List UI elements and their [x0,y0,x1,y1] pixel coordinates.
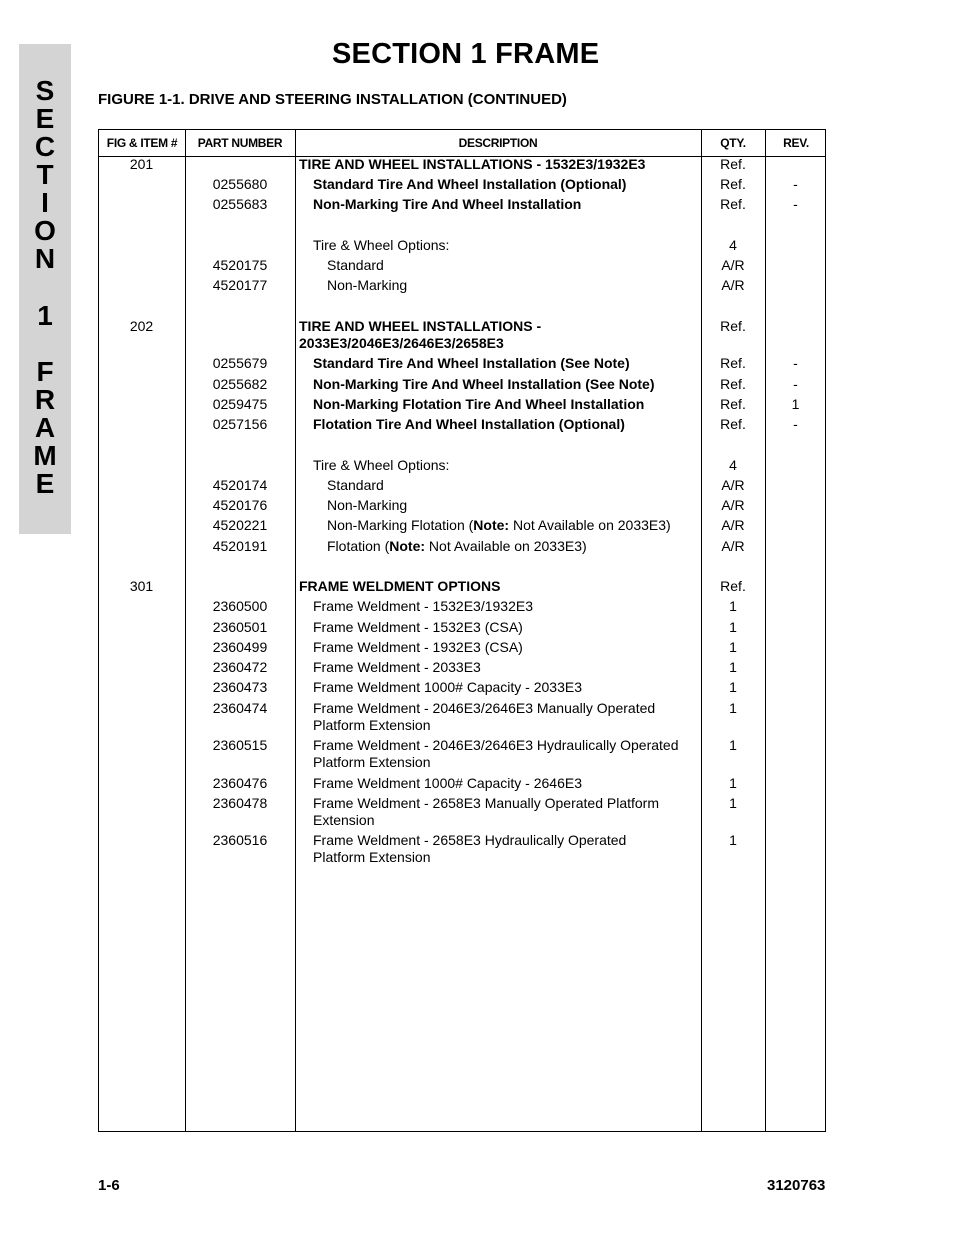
quantity-cell: Ref. [720,396,746,412]
note-label: Note: [389,538,426,554]
description-text: Flotation ( [327,538,390,554]
description-text: Frame Weldment - 2033E3 [313,659,481,675]
description-cell [295,457,713,474]
quantity-cell: 1 [729,795,737,811]
side-tab-letter: F [36,356,54,387]
description-cell [295,737,713,771]
description-text-continued: 2033E3/2046E3/2646E3/2658E3 [299,335,504,351]
description-cell [295,355,713,372]
description-text: Non-Marking [327,277,408,293]
description-cell [295,578,699,595]
description-text: Frame Weldment - 1532E3/1932E3 [313,598,533,614]
side-tab-letter: E [35,468,55,499]
side-tab-letter: T [36,159,54,190]
part-number-cell: 2360500 [212,598,268,614]
quantity-cell: Ref. [720,176,746,192]
description-text: Frame Weldment - 2658E3 Manually Operated Platform [313,795,660,811]
part-number-cell: 2360474 [212,700,268,716]
part-number-cell: 0255682 [212,376,268,392]
description-cell [295,795,713,829]
description-cell [295,619,713,636]
part-number-cell: 2360516 [212,832,268,848]
description-cell [295,497,727,514]
revision-cell: - [793,376,798,392]
description-cell [295,700,713,734]
description-text: Tire & Wheel Options: [313,457,450,473]
fig-item-cell: 201 [129,156,154,172]
quantity-cell: Ref. [720,355,746,371]
description-cell [295,659,713,676]
quantity-cell: 1 [729,659,737,675]
description-text: Frame Weldment - 2658E3 Hydraulically Operated [313,832,627,848]
fig-item-cell: 301 [129,578,154,594]
side-tab-letter: C [34,131,56,162]
column-header-qty: QTY. [720,136,746,150]
side-tab-letter: E [35,103,55,134]
description-cell [295,679,713,696]
description-cell [295,376,713,393]
part-number-cell: 0255683 [212,196,268,212]
description-cell [295,176,713,193]
quantity-cell: 1 [729,737,737,753]
revision-cell: 1 [791,396,800,412]
description-cell [295,639,713,656]
description-text: Frame Weldment 1000# Capacity - 2033E3 [313,679,582,695]
page-number: 1-6 [98,1177,120,1194]
part-number-cell: 4520221 [212,517,268,533]
quantity-cell: 1 [729,639,737,655]
quantity-cell: Ref. [720,416,746,432]
side-tab-letter: M [33,440,57,471]
quantity-cell: Ref. [720,318,746,334]
description-cell [295,257,727,274]
quantity-cell: 4 [729,457,737,473]
quantity-cell: A/R [721,517,745,533]
part-number-cell: 4520191 [212,538,268,554]
description-cell [295,775,713,792]
description-cell [295,477,727,494]
description-text: TIRE AND WHEEL INSTALLATIONS - [299,318,542,334]
revision-cell: - [793,416,798,432]
description-text-continued: Platform Extension [313,717,431,733]
description-text: FRAME WELDMENT OPTIONS [299,578,501,594]
revision-cell: - [793,355,798,371]
description-text: Non-Marking Flotation ( [327,517,474,533]
description-text: Frame Weldment 1000# Capacity - 2646E3 [313,775,582,791]
quantity-cell: 1 [729,832,737,848]
column-header-description: DESCRIPTION [458,136,538,150]
column-header-fig: FIG & ITEM # [106,136,178,150]
description-cell [295,196,713,213]
description-text: TIRE AND WHEEL INSTALLATIONS - 1532E3/1932E3 [299,156,646,172]
description-cell [295,517,727,534]
quantity-cell: 1 [729,598,737,614]
description-text: Flotation Tire And Wheel Installation (Optional) [313,416,625,432]
part-number-cell: 4520177 [212,277,268,293]
part-number-cell: 0257156 [212,416,268,432]
description-cell [295,156,699,173]
part-number-cell: 2360472 [212,659,268,675]
part-number-cell: 0255679 [212,355,268,371]
quantity-cell: A/R [721,477,745,493]
quantity-cell: A/R [721,257,745,273]
quantity-cell: 1 [729,775,737,791]
description-cell [295,538,727,555]
description-text-continued: Platform Extension [313,754,431,770]
description-text: Frame Weldment - 1932E3 (CSA) [313,639,523,655]
description-text: Non-Marking [327,497,408,513]
part-number-cell: 4520174 [212,477,268,493]
note-label: Note: [473,517,510,533]
quantity-cell: Ref. [720,376,746,392]
description-text: Frame Weldment - 2046E3/2646E3 Manually Operated [313,700,656,716]
part-number-cell: 2360515 [212,737,268,753]
description-text: Standard [327,257,384,273]
description-text: Non-Marking Tire And Wheel Installation [313,196,582,212]
part-number-cell: 2360501 [212,619,268,635]
description-cell [295,832,713,866]
description-cell [295,396,713,413]
description-text: Tire & Wheel Options: [313,237,450,253]
quantity-cell: Ref. [720,578,746,594]
revision-cell: - [793,176,798,192]
section-side-tab [19,44,71,534]
quantity-cell: A/R [721,277,745,293]
part-number-cell: 2360499 [212,639,268,655]
quantity-cell: 1 [729,679,737,695]
description-text: Non-Marking Flotation Tire And Wheel Installation [313,396,645,412]
quantity-cell: A/R [721,538,745,554]
part-number-cell: 4520176 [212,497,268,513]
description-cell [295,416,713,433]
description-cell [295,318,699,352]
part-number-cell: 2360478 [212,795,268,811]
description-cell [295,598,713,615]
side-tab-letter: A [34,412,56,443]
revision-cell: - [793,196,798,212]
fig-item-cell: 202 [129,318,154,334]
column-divider [765,130,766,1131]
part-number-cell: 2360476 [212,775,268,791]
side-tab-letter: R [34,384,56,415]
part-number-cell: 4520175 [212,257,268,273]
description-text: Standard Tire And Wheel Installation (See Note) [313,355,630,371]
page-title: SECTION 1 FRAME [332,38,600,70]
quantity-cell: 4 [729,237,737,253]
column-header-part: PART NUMBER [197,136,283,150]
quantity-cell: A/R [721,497,745,513]
description-text: Standard Tire And Wheel Installation (Optional) [313,176,627,192]
figure-title: FIGURE 1-1. DRIVE AND STEERING INSTALLATION (CONTINUED) [98,91,567,108]
quantity-cell: Ref. [720,196,746,212]
description-text: Standard [327,477,384,493]
description-text-continued: Extension [313,812,375,828]
quantity-cell: 1 [729,619,737,635]
description-text: Not Available on 2033E3) [425,538,587,554]
side-tab-letter: O [34,215,56,246]
column-header-rev: REV. [783,136,809,150]
document-number: 3120763 [767,1177,826,1194]
part-number-cell: 0255680 [212,176,268,192]
side-tab-letter: N [34,243,56,274]
side-tab-letter: S [35,75,55,106]
side-tab-letter: I [41,187,49,218]
side-tab-letter: 1 [37,300,53,331]
quantity-cell: 1 [729,700,737,716]
quantity-cell: Ref. [720,156,746,172]
description-cell [295,237,713,254]
description-text: Frame Weldment - 1532E3 (CSA) [313,619,523,635]
part-number-cell: 0259475 [212,396,268,412]
part-number-cell: 2360473 [212,679,268,695]
description-text: Non-Marking Tire And Wheel Installation (See Note) [313,376,655,392]
description-text-continued: Platform Extension [313,849,431,865]
description-text: Not Available on 2033E3) [509,517,671,533]
description-cell [295,277,727,294]
description-text: Frame Weldment - 2046E3/2646E3 Hydraulically Operated [313,737,679,753]
